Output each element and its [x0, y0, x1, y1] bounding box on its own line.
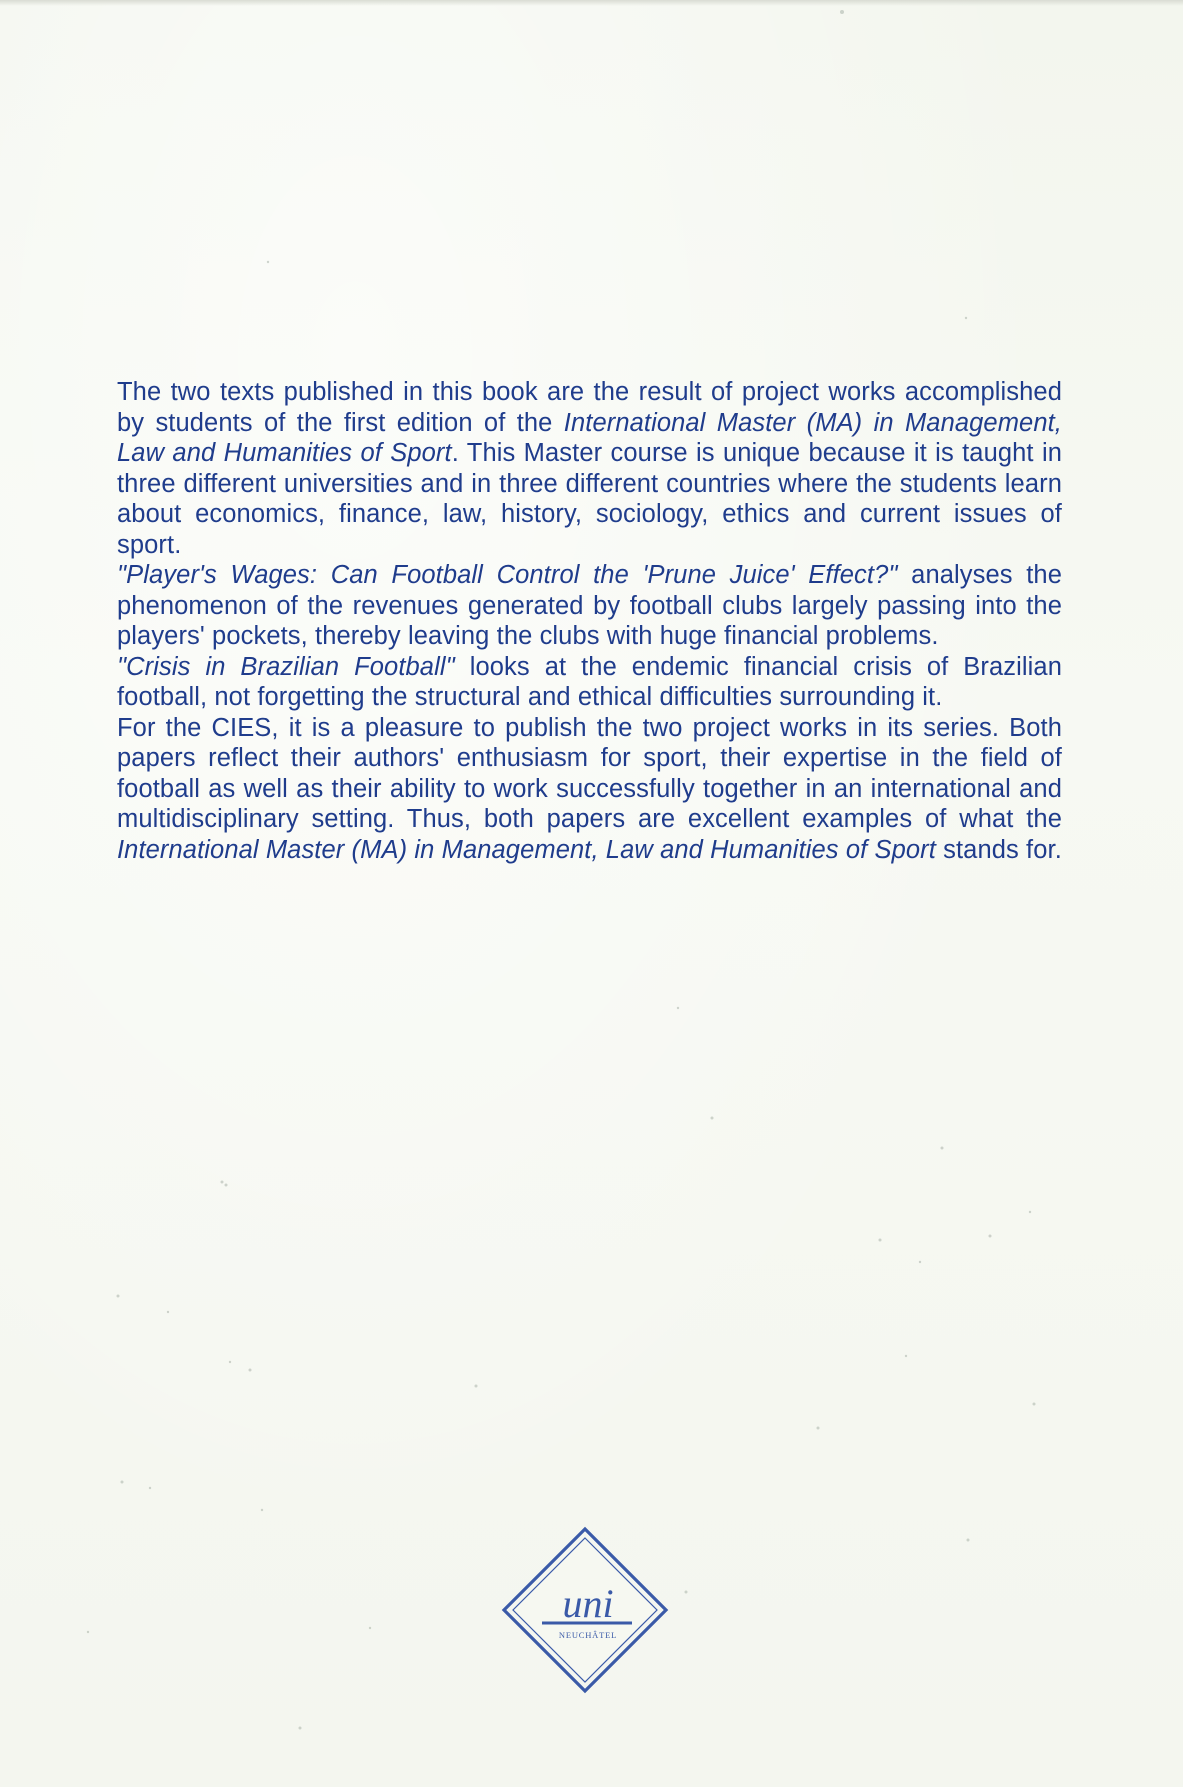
blurb-italic-text: International Master (MA) in Management, Law and Humanities of Sport [117, 835, 936, 864]
logo-subtitle: NEUCHÂTEL [558, 1630, 618, 1640]
blurb-text: . This Master course is unique because it is taught in three different universities and in three different countries where the students learn about economics, finance, law, history, sociology, ethics and current issues of sport. [117, 439, 1062, 559]
blurb-text: looks at the endemic financial crisis of Brazilian football, not forgetting the structural and ethical difficulties surrounding it. [117, 652, 1062, 711]
logo-wordmark: uni [562, 1581, 614, 1626]
blurb-italic-text: "Player's Wages: Can Football Control the 'Prune Juice' Effect?" [117, 561, 898, 589]
blurb-paragraph [117, 652, 1062, 713]
blurb-italic-text: "Crisis in Brazilian Football" [117, 652, 455, 681]
blurb-paragraph [117, 560, 1062, 652]
blurb-text: For the CIES, it is a pleasure to publish the two project works in its series. Both papers reflect their authors' enthusiasm for sport, their expertise in the field of football as well as their ability to work successfully together in an international and multidisciplinary setting. Thus, both papers are excellent examples of what the [117, 713, 1062, 833]
blurb-text: The two texts published in this book are the result of project works accomplished by students of the first edition of the [117, 378, 1062, 437]
cover-top-edge [0, 0, 1183, 6]
uni-neuchatel-logo [500, 1525, 670, 1695]
blurb-paragraph [117, 713, 1062, 866]
blurb-text: analyses the phenomenon of the revenues generated by football clubs largely passing into the players' pockets, thereby leaving the clubs with huge financial problems. [117, 561, 1062, 650]
blurb-text: stands for. [935, 835, 1062, 864]
blurb-paragraph [117, 377, 1062, 560]
blurb-italic-text: International Master (MA) in Management, Law and Humanities of Sport [117, 408, 1062, 467]
back-cover-blurb [117, 377, 1062, 865]
